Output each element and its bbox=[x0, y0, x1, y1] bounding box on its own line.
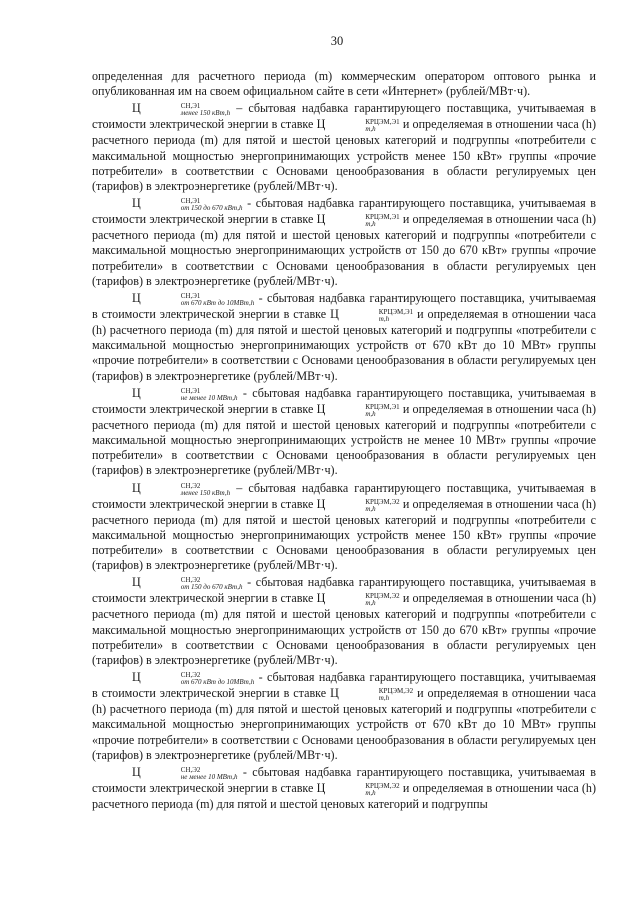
definition-text: - сбытовая надбавка гарантирующего поставщика, учитываемая в стоимости электрической энергии в ставке bbox=[92, 196, 596, 227]
tariff-symbol-superscript: СН,Э2 bbox=[180, 671, 201, 680]
tariff-symbol bbox=[132, 101, 231, 118]
rate-symbol bbox=[316, 781, 400, 798]
definition-text-tail: и определяемая в отношении часа (h) расчетного периода (m) для пятой и шестой ценовых категорий и подгруппы «потребители с максимальной мощностью энергопринимающих устройств от 150 до 670 кВт» группы «прочие потребители» в соответствии с Основами ценообразования в области регулируемых цен (тарифов) в электроэнергетике (рублей/МВт·ч). bbox=[92, 591, 596, 668]
rate-symbol-superscript: КРЦЭМ,Э2 bbox=[365, 497, 400, 506]
tariff-symbol-letter: Ц bbox=[132, 575, 141, 590]
tariff-symbol-subscript: от 670 кВт до 10МВт,h bbox=[180, 678, 255, 687]
rate-symbol-superscript: КРЦЭМ,Э2 bbox=[365, 592, 400, 601]
tariff-symbol-superscript: СН,Э2 bbox=[180, 576, 201, 585]
definition-text-tail: и определяемая в отношении часа (h) расчетного периода (m) для пятой и шестой ценовых категорий и подгруппы «потребители с максимальной мощностью энергопринимающих устройств от 150 до 670 кВт» группы «прочие потребители» в соответствии с Основами ценообразования в области регулируемых цен (тарифов) в электроэнергетике (рублей/МВт·ч). bbox=[92, 212, 596, 288]
definition-paragraph bbox=[92, 670, 596, 763]
definition-text-tail: и определяемая в отношении часа (h) расчетного периода (m) для пятой и шестой ценовых категорий и подгруппы «потребители с максимальной мощностью энергопринимающих устройств не менее 10 МВт» группы «прочие потребители» в соответствии с Основами ценообразования в области регулируемых цен (тарифов) в электроэнергетике (рублей/МВт·ч). bbox=[92, 401, 596, 478]
rate-symbol-subscript: m,h bbox=[365, 409, 376, 418]
definition-text: – сбытовая надбавка гарантирующего поставщика, учитываемая в стоимости электрической энергии в ставке bbox=[92, 480, 596, 511]
tariff-symbol bbox=[132, 575, 243, 592]
rate-symbol-letter: Ц bbox=[316, 117, 326, 132]
continuation-paragraph: определенная для расчетного периода (m) коммерческим оператором оптового рынка и опубликованная им на своем официальном сайте в сети «Интернет» (рублей/МВт·ч). bbox=[92, 69, 596, 99]
tariff-symbol-subscript: не менее 10 МВт,h bbox=[180, 773, 238, 782]
definition-paragraph bbox=[92, 481, 596, 574]
definitions-list bbox=[92, 101, 596, 812]
tariff-symbol-letter: Ц bbox=[132, 101, 141, 116]
tariff-symbol-letter: Ц bbox=[132, 480, 141, 495]
rate-symbol bbox=[316, 212, 400, 229]
rate-symbol bbox=[317, 497, 400, 511]
definition-paragraph bbox=[92, 386, 596, 479]
definition-text: - сбытовая надбавка гарантирующего поставщика, учитываемая в стоимости электрической энергии в ставке bbox=[92, 670, 596, 701]
tariff-symbol bbox=[132, 386, 238, 400]
page-number: 30 bbox=[330, 34, 344, 48]
tariff-symbol-letter: Ц bbox=[132, 385, 141, 400]
definition-paragraph bbox=[92, 101, 596, 194]
tariff-symbol-letter: Ц bbox=[132, 291, 141, 306]
tariff-symbol-superscript: СН,Э1 bbox=[180, 197, 201, 206]
rate-symbol-subscript: m,h bbox=[378, 315, 390, 324]
rate-symbol-letter: Ц bbox=[316, 591, 326, 606]
tariff-symbol bbox=[132, 765, 238, 782]
definition-paragraph bbox=[92, 765, 596, 812]
tariff-symbol-subscript: от 150 до 670 кВт,h bbox=[180, 204, 243, 213]
definition-text: – сбытовая надбавка гарантирующего поставщика, учитываемая в стоимости электрической энергии в ставке bbox=[92, 101, 596, 132]
rate-symbol-letter: Ц bbox=[316, 212, 326, 227]
rate-symbol-superscript: КРЦЭМ,Э2 bbox=[378, 687, 414, 696]
definition-text: - сбытовая надбавка гарантирующего поставщика, учитываемая в стоимости электрической энергии в ставке bbox=[92, 575, 596, 606]
tariff-symbol-superscript: СН,Э1 bbox=[180, 102, 201, 111]
rate-symbol-subscript: m,h bbox=[365, 125, 376, 134]
rate-symbol-superscript: КРЦЭМ,Э2 bbox=[365, 782, 400, 791]
tariff-symbol bbox=[132, 670, 255, 687]
definition-paragraph bbox=[92, 291, 596, 384]
rate-symbol-letter: Ц bbox=[316, 401, 326, 416]
tariff-symbol-subscript: от 150 до 670 кВт,h bbox=[180, 583, 243, 592]
tariff-symbol-subscript: менее 150 кВт,h bbox=[180, 488, 231, 497]
rate-symbol-superscript: КРЦЭМ,Э1 bbox=[365, 213, 400, 222]
tariff-symbol bbox=[132, 291, 255, 308]
tariff-symbol-superscript: СН,Э2 bbox=[180, 481, 201, 490]
rate-symbol bbox=[330, 686, 414, 703]
tariff-symbol-superscript: СН,Э1 bbox=[180, 386, 201, 395]
definition-text-tail: и определяемая в отношении часа (h) расчетного периода (m) для пятой и шестой ценовых категорий и подгруппы bbox=[92, 781, 596, 812]
rate-symbol-superscript: КРЦЭМ,Э1 bbox=[365, 402, 400, 411]
definition-paragraph bbox=[92, 575, 596, 668]
rate-symbol bbox=[330, 307, 414, 324]
rate-symbol-letter: Ц bbox=[316, 781, 326, 796]
rate-symbol bbox=[317, 402, 400, 416]
definition-text: - сбытовая надбавка гарантирующего поставщика, учитываемая в стоимости электрической энергии в ставке bbox=[92, 291, 596, 322]
rate-symbol bbox=[316, 591, 400, 608]
definition-text: - сбытовая надбавка гарантирующего поставщика, учитываемая в стоимости электрической энергии в ставке bbox=[92, 765, 596, 796]
definition-text-tail: и определяемая в отношении часа (h) расчетного периода (m) для пятой и шестой ценовых категорий и подгруппы «потребители с максимальной мощностью энергопринимающих устройств менее 150 кВт» группы «прочие потребители» в соответствии с Основами ценообразования в области регулируемых цен (тарифов) в электроэнергетике (рублей/МВт·ч). bbox=[92, 496, 596, 573]
tariff-symbol bbox=[132, 196, 243, 213]
rate-symbol-subscript: m,h bbox=[365, 220, 376, 229]
definition-text-tail: и определяемая в отношении часа (h) расчетного периода (m) для пятой и шестой ценовых категорий и подгруппы «потребители с максимальной мощностью энергопринимающих устройств от 670 кВт до 10 МВт» группы «прочие потребители» в соответствии с Основами ценообразования в области регулируемых цен (тарифов) в электроэнергетике (рублей/МВт·ч). bbox=[92, 686, 596, 762]
definition-paragraph bbox=[92, 196, 596, 289]
rate-symbol-subscript: m,h bbox=[365, 599, 376, 608]
rate-symbol-subscript: m,h bbox=[365, 504, 376, 513]
tariff-symbol-subscript: менее 150 кВт,h bbox=[180, 109, 231, 118]
definition-text-tail: и определяемая в отношении часа (h) расчетного периода (m) для пятой и шестой ценовых категорий и подгруппы «потребители с максимальной мощностью энергопринимающих устройств менее 150 кВт» группы «прочие потребители» в соответствии с Основами ценообразования в области регулируемых цен (тарифов) в электроэнергетике (рублей/МВт·ч). bbox=[92, 117, 596, 194]
rate-symbol-letter: Ц bbox=[330, 686, 339, 701]
tariff-symbol-superscript: СН,Э1 bbox=[180, 292, 201, 301]
rate-symbol bbox=[316, 117, 400, 134]
tariff-symbol-letter: Ц bbox=[132, 196, 141, 211]
tariff-symbol-subscript: не менее 10 МВт,h bbox=[180, 393, 238, 402]
tariff-symbol bbox=[132, 481, 230, 495]
tariff-symbol-subscript: от 670 кВт до 10МВт,h bbox=[180, 299, 255, 308]
tariff-symbol-letter: Ц bbox=[132, 765, 141, 780]
rate-symbol-letter: Ц bbox=[330, 307, 339, 322]
tariff-symbol-superscript: СН,Э2 bbox=[180, 766, 201, 775]
rate-symbol-superscript: КРЦЭМ,Э1 bbox=[378, 308, 414, 317]
rate-symbol-subscript: m,h bbox=[365, 789, 376, 798]
definition-text: - сбытовая надбавка гарантирующего поставщика, учитываемая в стоимости электрической энергии в ставке bbox=[92, 385, 596, 416]
definition-text-tail: и определяемая в отношении часа (h) расчетного периода (m) для пятой и шестой ценовых категорий и подгруппы «потребители с максимальной мощностью энергопринимающих устройств от 670 кВт до 10 МВт» группы «прочие потребители» в соответствии с Основами ценообразования в области регулируемых цен (тарифов) в электроэнергетике (рублей/МВт·ч). bbox=[92, 307, 596, 383]
rate-symbol-superscript: КРЦЭМ,Э1 bbox=[365, 118, 400, 127]
rate-symbol-letter: Ц bbox=[316, 496, 326, 511]
tariff-symbol-letter: Ц bbox=[132, 670, 141, 685]
rate-symbol-subscript: m,h bbox=[378, 694, 390, 703]
